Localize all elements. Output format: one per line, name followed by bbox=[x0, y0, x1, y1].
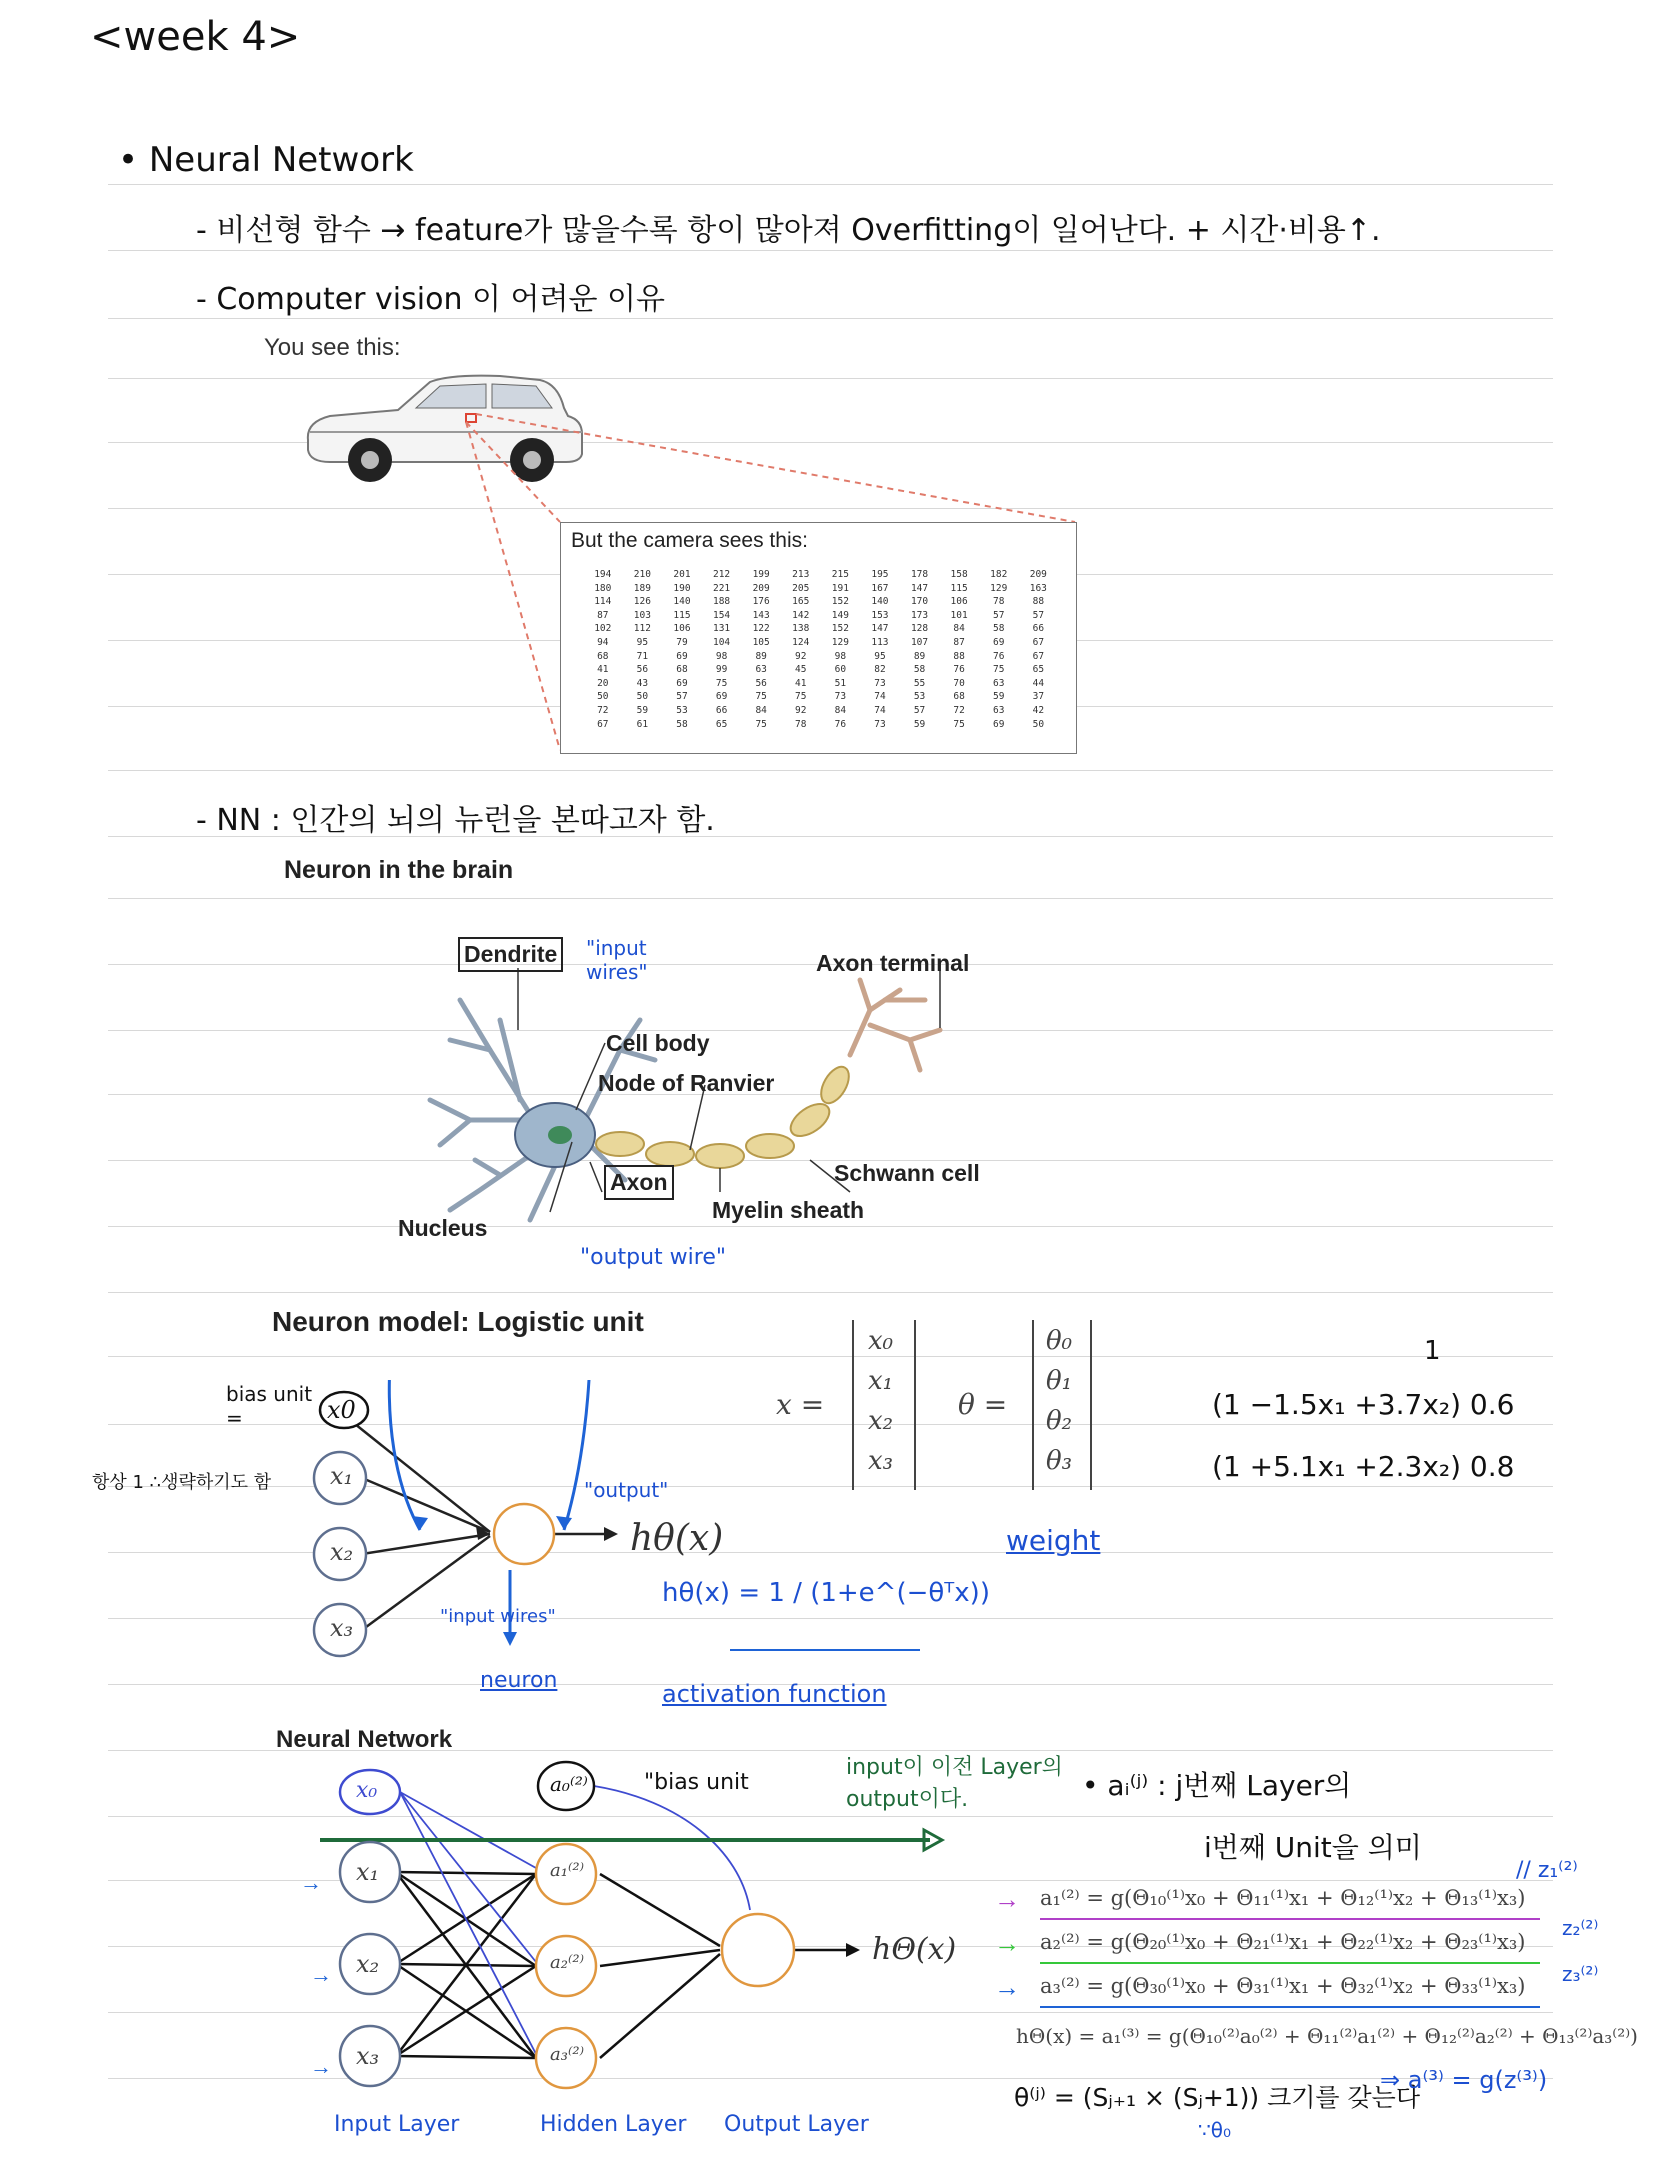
pixel-value: 115 bbox=[950, 582, 968, 594]
pixel-value: 56 bbox=[636, 664, 649, 676]
pixel-value: 75 bbox=[755, 718, 767, 730]
pixel-value: 149 bbox=[831, 609, 849, 621]
neuron-note: neuron bbox=[480, 1668, 558, 1693]
pixel-value: 82 bbox=[874, 664, 886, 676]
pixel-value: 126 bbox=[633, 596, 651, 608]
pixel-value: 114 bbox=[594, 596, 612, 608]
input-wires-logistic: "input wires" bbox=[440, 1606, 556, 1627]
pixel-value: 201 bbox=[673, 569, 691, 580]
pixel-value: 63 bbox=[993, 704, 1005, 716]
pixel-value: 67 bbox=[1032, 636, 1045, 648]
pixel-value: 68 bbox=[597, 650, 609, 662]
theta-vec-0: θ₀ bbox=[1046, 1326, 1073, 1356]
pixel-value: 129 bbox=[990, 582, 1008, 594]
pixel-value: 75 bbox=[993, 664, 1005, 676]
pixel-value: 45 bbox=[795, 664, 807, 676]
activation-function-note: activation function bbox=[662, 1680, 887, 1708]
cell-body-label: Cell body bbox=[606, 1030, 710, 1056]
pixel-value: 221 bbox=[712, 582, 731, 594]
pixel-value: 76 bbox=[953, 664, 965, 676]
z1-note: // z₁⁽²⁾ bbox=[1516, 1858, 1578, 1883]
pixel-value: 74 bbox=[874, 704, 886, 716]
pixel-value: 98 bbox=[834, 650, 847, 662]
pixel-value: 51 bbox=[834, 677, 847, 689]
pixel-value: 167 bbox=[871, 582, 889, 594]
pixel-row bbox=[583, 582, 1058, 596]
pixel-value: 140 bbox=[871, 596, 889, 608]
pixel-value: 44 bbox=[1032, 677, 1045, 689]
pixel-value: 95 bbox=[636, 636, 649, 648]
pixel-value: 57 bbox=[676, 691, 688, 703]
pixel-value: 53 bbox=[676, 704, 688, 716]
pixel-value: 87 bbox=[597, 609, 609, 621]
pixel-value: 71 bbox=[636, 650, 649, 662]
pixel-value: 84 bbox=[953, 623, 965, 635]
schwann-cell-label: Schwann cell bbox=[834, 1160, 980, 1186]
pixel-value: 69 bbox=[715, 691, 728, 703]
theta-vec-2: θ₂ bbox=[1046, 1406, 1073, 1436]
pixel-value: 191 bbox=[831, 582, 849, 594]
pixel-row bbox=[583, 704, 1058, 718]
pixel-row bbox=[583, 650, 1058, 664]
note-line-2: - Computer vision 이 어려운 이유 bbox=[196, 282, 665, 317]
pixel-value: 173 bbox=[910, 609, 929, 621]
input-arrow-2: → bbox=[310, 1962, 332, 1987]
a-definition-1: • aᵢ⁽ʲ⁾ : j번째 Layer의 bbox=[1082, 1769, 1352, 1802]
pixel-value: 59 bbox=[993, 691, 1005, 703]
pixel-value: 53 bbox=[913, 691, 926, 703]
x-vector-label: x = bbox=[776, 1388, 825, 1421]
pixel-value: 147 bbox=[871, 623, 889, 635]
z2-note: z₂⁽²⁾ bbox=[1562, 1916, 1599, 1940]
theta-vector-label: θ = bbox=[958, 1388, 1008, 1421]
pixel-value: 43 bbox=[636, 677, 649, 689]
sigmoid-formula: hθ(x) = 1 / (1+e^(−θᵀx)) bbox=[662, 1578, 990, 1608]
dendrite-label: Dendrite bbox=[458, 937, 563, 972]
pixel-value: 75 bbox=[795, 691, 807, 703]
myelin-sheath-label: Myelin sheath bbox=[712, 1197, 865, 1223]
bias-unit-network-note: "bias unit bbox=[644, 1770, 749, 1795]
pixel-value: 213 bbox=[792, 569, 810, 580]
pixel-value: 75 bbox=[953, 718, 965, 730]
pixel-value: 72 bbox=[597, 704, 609, 716]
pixel-value: 57 bbox=[993, 609, 1005, 621]
pixel-value: 92 bbox=[795, 650, 807, 662]
nn-a1-node: a₁⁽²⁾ bbox=[550, 1860, 585, 1881]
page-title: <week 4> bbox=[90, 14, 301, 60]
pixel-value: 180 bbox=[594, 582, 612, 594]
weight-note: weight bbox=[1006, 1524, 1101, 1557]
pixel-value: 76 bbox=[834, 718, 847, 730]
output-wire-note: "output wire" bbox=[580, 1245, 726, 1270]
output-note: "output" bbox=[584, 1478, 669, 1502]
scribble-line-2: (1 +5.1x₁ +2.3x₂) 0.8 bbox=[1212, 1450, 1515, 1483]
input-wires-note: "input wires" bbox=[586, 936, 648, 984]
pixel-value: 88 bbox=[1032, 596, 1045, 608]
a-definition-2: i번째 Unit을 의미 bbox=[1204, 1831, 1422, 1864]
pixel-value: 210 bbox=[633, 569, 651, 580]
pixel-value: 74 bbox=[874, 691, 886, 703]
x3-node: x₃ bbox=[330, 1614, 354, 1642]
camera-sees-label: But the camera sees this: bbox=[571, 529, 808, 552]
input-layer-label: Input Layer bbox=[334, 2112, 460, 2137]
pixel-value: 142 bbox=[792, 609, 810, 621]
nn-x2-node: x₂ bbox=[356, 1950, 380, 1978]
pixel-value: 129 bbox=[831, 636, 849, 648]
you-see-label: You see this: bbox=[264, 334, 401, 361]
pixel-value: 66 bbox=[715, 704, 728, 716]
pixel-value: 99 bbox=[715, 664, 728, 676]
pixel-value: 115 bbox=[673, 609, 691, 621]
pixel-row bbox=[583, 622, 1058, 636]
pixel-value: 124 bbox=[792, 636, 810, 648]
theta-vec-3: θ₃ bbox=[1046, 1446, 1073, 1476]
pixel-value: 205 bbox=[792, 582, 810, 594]
pixel-value: 101 bbox=[950, 609, 968, 621]
pixel-value: 189 bbox=[633, 582, 651, 594]
axon-terminal-label: Axon terminal bbox=[816, 950, 970, 976]
pixel-value: 70 bbox=[953, 677, 965, 689]
eq-arrow-3: → bbox=[994, 1972, 1020, 2002]
pixel-value: 163 bbox=[1029, 582, 1047, 594]
pixel-value: 170 bbox=[910, 596, 929, 608]
pixel-value: 63 bbox=[755, 664, 767, 676]
pixel-value: 131 bbox=[712, 623, 731, 635]
pixel-value: 103 bbox=[633, 609, 651, 621]
pixel-value: 188 bbox=[712, 596, 731, 608]
pixel-value: 89 bbox=[755, 650, 767, 662]
pixel-value: 98 bbox=[715, 650, 728, 662]
pixel-value: 147 bbox=[910, 582, 929, 594]
pixel-value: 76 bbox=[993, 650, 1005, 662]
pixel-row bbox=[583, 663, 1058, 677]
pixel-value: 102 bbox=[594, 623, 612, 635]
pixel-value: 42 bbox=[1032, 704, 1045, 716]
pixel-value: 73 bbox=[874, 677, 886, 689]
pixel-value: 57 bbox=[1032, 609, 1045, 621]
x-vec-3: x₃ bbox=[868, 1446, 894, 1476]
pixel-value: 143 bbox=[752, 609, 770, 621]
pixel-value: 152 bbox=[831, 623, 849, 635]
pixel-value: 57 bbox=[913, 704, 926, 716]
eq-underline-2 bbox=[1040, 1962, 1540, 1964]
pixel-value: 65 bbox=[1032, 664, 1045, 676]
nn-h-output: hΘ(x) bbox=[872, 1932, 957, 1967]
pixel-value: 50 bbox=[1032, 718, 1045, 730]
eq-arrow-1: → bbox=[994, 1884, 1020, 1914]
pixel-value: 65 bbox=[715, 718, 728, 730]
pixel-value: 112 bbox=[633, 623, 651, 635]
input-output-note: input이 이전 Layer의 output이다. bbox=[846, 1755, 1063, 1812]
pixel-value: 68 bbox=[953, 691, 965, 703]
pixel-value: 138 bbox=[792, 623, 810, 635]
x0-node: x0 bbox=[327, 1396, 356, 1424]
x2-node: x₂ bbox=[330, 1538, 354, 1566]
pixel-value: 128 bbox=[910, 623, 929, 635]
theta-vector bbox=[1032, 1320, 1092, 1490]
pixel-value: 88 bbox=[953, 650, 965, 662]
pixel-value: 190 bbox=[673, 582, 691, 594]
pixel-value: 84 bbox=[755, 704, 767, 716]
nn-a0-node: a₀⁽²⁾ bbox=[550, 1772, 588, 1796]
pixel-value: 58 bbox=[676, 718, 688, 730]
pixel-value: 59 bbox=[913, 718, 926, 730]
pixel-value: 68 bbox=[676, 664, 688, 676]
pixel-value: 178 bbox=[910, 569, 929, 580]
x-vec-1: x₁ bbox=[868, 1366, 894, 1396]
pixel-value: 58 bbox=[993, 623, 1005, 635]
pixel-value: 87 bbox=[953, 636, 965, 648]
scribble-mark: 1 bbox=[1424, 1336, 1441, 1366]
h-theta-output: hθ(x) bbox=[630, 1518, 724, 1559]
pixel-row bbox=[583, 677, 1058, 691]
pixel-value: 79 bbox=[676, 636, 688, 648]
pixel-value: 176 bbox=[752, 596, 770, 608]
equation-a1: a₁⁽²⁾ = g(Θ₁₀⁽¹⁾x₀ + Θ₁₁⁽¹⁾x₁ + Θ₁₂⁽¹⁾x₂ + Θ₁₃⁽¹⁾x₃) bbox=[1040, 1886, 1526, 1910]
pixel-value: 50 bbox=[636, 691, 649, 703]
x-vector bbox=[852, 1320, 916, 1490]
note-line-1: - 비선형 함수 → feature가 많을수록 항이 많아져 Overfitting이 일어난다. + 시간·비용↑. bbox=[196, 213, 1381, 248]
pixel-row bbox=[583, 690, 1058, 704]
x-vec-0: x₀ bbox=[868, 1326, 894, 1356]
nucleus-label: Nucleus bbox=[398, 1215, 488, 1241]
equation-h: hΘ(x) = a₁⁽³⁾ = g(Θ₁₀⁽²⁾a₀⁽²⁾ + Θ₁₁⁽²⁾a₁⁽²⁾ + Θ₁₂⁽²⁾a₂⁽²⁾ + Θ₁₃⁽²⁾a₃⁽²⁾) bbox=[1016, 2024, 1638, 2048]
pixel-value: 140 bbox=[673, 596, 691, 608]
pixel-row bbox=[583, 636, 1058, 650]
neuron-title: Neuron in the brain bbox=[284, 856, 514, 884]
pixel-value: 41 bbox=[597, 664, 609, 676]
pixel-value: 67 bbox=[597, 718, 609, 730]
nn-x0-node: x₀ bbox=[356, 1778, 378, 1803]
pixel-value: 69 bbox=[676, 677, 688, 689]
pixel-value: 107 bbox=[910, 636, 929, 648]
pixel-value: 152 bbox=[831, 596, 849, 608]
pixel-value: 67 bbox=[1032, 650, 1045, 662]
pixel-value: 84 bbox=[834, 704, 847, 716]
nn-x3-node: x₃ bbox=[356, 2042, 380, 2070]
pixel-value: 69 bbox=[993, 636, 1005, 648]
pixel-row bbox=[583, 595, 1058, 609]
pixel-value: 154 bbox=[712, 609, 731, 621]
pixel-value: 105 bbox=[752, 636, 770, 648]
pixel-value: 69 bbox=[676, 650, 688, 662]
pixel-value: 104 bbox=[712, 636, 731, 648]
pixel-value: 63 bbox=[993, 677, 1005, 689]
pixel-value: 199 bbox=[752, 569, 770, 580]
pixel-value: 209 bbox=[1029, 569, 1047, 580]
logistic-title: Neuron model: Logistic unit bbox=[272, 1306, 644, 1337]
pixel-value: 158 bbox=[950, 569, 968, 580]
note-line-3: - NN : 인간의 뇌의 뉴런을 본따고자 함. bbox=[196, 803, 715, 838]
pixel-value: 61 bbox=[636, 718, 649, 730]
pixel-value: 122 bbox=[752, 623, 770, 635]
pixel-row bbox=[583, 718, 1058, 732]
pixel-row bbox=[583, 609, 1058, 623]
a3-note: ⇒ a⁽³⁾ = g(z⁽³⁾) bbox=[1380, 2066, 1548, 2094]
nn-a3-node: a₃⁽²⁾ bbox=[550, 2044, 585, 2065]
pixel-value: 59 bbox=[636, 704, 649, 716]
pixel-value: 78 bbox=[993, 596, 1005, 608]
pixel-value: 50 bbox=[597, 691, 609, 703]
pixel-value: 78 bbox=[795, 718, 807, 730]
pixel-value: 72 bbox=[953, 704, 965, 716]
pixel-value: 58 bbox=[913, 664, 926, 676]
pixel-value: 113 bbox=[871, 636, 889, 648]
theta-vec-1: θ₁ bbox=[1046, 1366, 1073, 1396]
x1-node: x₁ bbox=[330, 1462, 354, 1490]
pixel-value: 212 bbox=[712, 569, 731, 580]
pixel-value: 92 bbox=[795, 704, 807, 716]
pixel-value: 195 bbox=[871, 569, 889, 580]
pixel-grid bbox=[583, 568, 1058, 731]
axon-label: Axon bbox=[604, 1165, 674, 1200]
pixel-value: 106 bbox=[673, 623, 691, 635]
pixel-value: 66 bbox=[1032, 623, 1045, 635]
equation-a3: a₃⁽²⁾ = g(Θ₃₀⁽¹⁾x₀ + Θ₃₁⁽¹⁾x₁ + Θ₃₂⁽¹⁾x₂ + Θ₃₃⁽¹⁾x₃) bbox=[1040, 1974, 1526, 1998]
pixel-row bbox=[583, 568, 1058, 582]
input-arrow-1: → bbox=[300, 1870, 322, 1895]
pixel-value: 165 bbox=[792, 596, 810, 608]
bias-unit-note: bias unit = bbox=[226, 1382, 313, 1430]
pixel-value: 73 bbox=[874, 718, 886, 730]
pixel-value: 69 bbox=[993, 718, 1005, 730]
pixel-value: 20 bbox=[597, 677, 609, 689]
nn-x1-node: x₁ bbox=[356, 1858, 380, 1886]
eq-underline-3 bbox=[1040, 2006, 1540, 2008]
pixel-value-table bbox=[560, 522, 1077, 754]
pixel-value: 56 bbox=[755, 677, 767, 689]
input-arrow-3: → bbox=[310, 2054, 332, 2079]
pixel-value: 37 bbox=[1032, 691, 1045, 703]
pixel-value: 75 bbox=[715, 677, 728, 689]
always-one-note: 항상 1 ∴생략하기도 함 bbox=[92, 1472, 272, 1493]
eq-underline-1 bbox=[1040, 1918, 1540, 1920]
network-title: Neural Network bbox=[276, 1726, 453, 1753]
pixel-value: 41 bbox=[795, 677, 807, 689]
pixel-value: 215 bbox=[831, 569, 849, 580]
pixel-value: 95 bbox=[874, 650, 886, 662]
pixel-value: 73 bbox=[834, 691, 847, 703]
eq-arrow-2: → bbox=[994, 1928, 1020, 1958]
pixel-value: 153 bbox=[871, 609, 889, 621]
pixel-value: 94 bbox=[597, 636, 609, 648]
pixel-value: 182 bbox=[990, 569, 1008, 580]
node-ranvier-label: Node of Ranvier bbox=[598, 1070, 775, 1096]
pixel-value: 60 bbox=[834, 664, 847, 676]
pixel-value: 75 bbox=[755, 691, 767, 703]
pixel-value: 55 bbox=[913, 677, 926, 689]
theta-zero-note: ∵θ₀ bbox=[1198, 2118, 1231, 2142]
section-heading: • Neural Network bbox=[118, 140, 414, 180]
hidden-layer-label: Hidden Layer bbox=[540, 2112, 687, 2137]
pixel-value: 209 bbox=[752, 582, 770, 594]
scribble-line-1: (1 −1.5x₁ +3.7x₂) 0.6 bbox=[1212, 1388, 1515, 1421]
equation-a2: a₂⁽²⁾ = g(Θ₂₀⁽¹⁾x₀ + Θ₂₁⁽¹⁾x₁ + Θ₂₂⁽¹⁾x₂ + Θ₂₃⁽¹⁾x₃) bbox=[1040, 1930, 1526, 1954]
nn-a2-node: a₂⁽²⁾ bbox=[550, 1952, 585, 1973]
output-layer-label: Output Layer bbox=[724, 2112, 869, 2137]
x-vec-2: x₂ bbox=[868, 1406, 894, 1436]
pixel-value: 89 bbox=[913, 650, 926, 662]
theta-size-note: θ⁽ʲ⁾ = (Sⱼ₊₁ × (Sⱼ+1)) 크기를 갖는다 bbox=[1014, 2083, 1420, 2112]
pixel-value: 106 bbox=[950, 596, 968, 608]
z3-note: z₃⁽²⁾ bbox=[1562, 1962, 1599, 1986]
pixel-value: 194 bbox=[594, 569, 612, 580]
